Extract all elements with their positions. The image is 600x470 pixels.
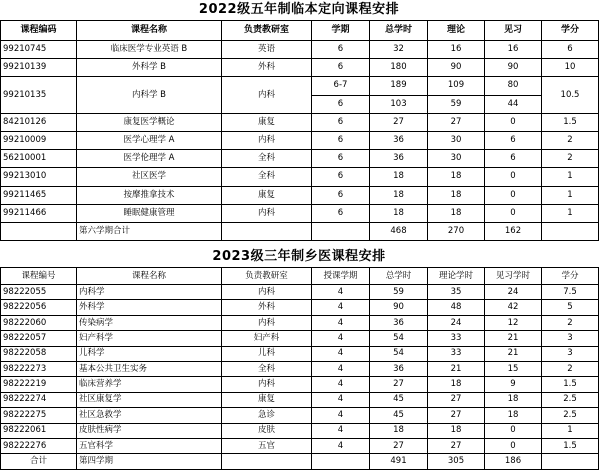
course-code: 98222273: [1, 362, 77, 377]
credit: 1: [542, 423, 599, 438]
credit: 2.5: [542, 408, 599, 423]
practice-hours: 0: [485, 438, 542, 453]
theory-hours: 24: [428, 315, 485, 330]
table-row: [1, 300, 599, 315]
summary-dept: [222, 222, 312, 240]
credit: 3: [542, 331, 599, 346]
term: 4: [312, 377, 370, 392]
course-name: 康复医学概论: [77, 113, 222, 131]
credit: 2: [542, 150, 599, 168]
course-name: 五官科学: [77, 438, 222, 453]
department: 全科: [222, 150, 312, 168]
practice-hours: 44: [485, 95, 542, 113]
table-row: [1, 204, 599, 222]
course-name: 医学心理学 A: [77, 131, 222, 149]
total-hours: 54: [370, 331, 428, 346]
course-name: 外科学: [77, 300, 222, 315]
term: 4: [312, 331, 370, 346]
practice-hours: 80: [485, 77, 542, 95]
course-code: 99211466: [1, 204, 77, 222]
credit: 1.5: [542, 438, 599, 453]
total-hours: 45: [370, 408, 428, 423]
summary-theory: 305: [428, 454, 485, 469]
header-cell: 学分: [542, 21, 599, 41]
term: 6: [312, 41, 370, 59]
table-row: [1, 392, 599, 407]
term: 6: [312, 150, 370, 168]
summary-dept: [222, 454, 312, 469]
table1-header-row: [1, 21, 599, 41]
theory-hours: 48: [428, 300, 485, 315]
course-code: 98222061: [1, 423, 77, 438]
practice-hours: 16: [485, 41, 542, 59]
total-hours: 27: [370, 438, 428, 453]
course-code: 99210135: [1, 77, 77, 113]
total-hours: 32: [370, 41, 428, 59]
header-cell: 课程编号: [1, 268, 77, 285]
summary-row: [1, 454, 599, 469]
summary-term: [312, 454, 370, 469]
summary-credit: [542, 222, 599, 240]
course-name: 医学伦理学 A: [77, 150, 222, 168]
credit: 2: [542, 362, 599, 377]
course-code: 98222056: [1, 300, 77, 315]
table-row: [1, 346, 599, 361]
summary-credit: [542, 454, 599, 469]
department: 康复: [222, 186, 312, 204]
table-row: [1, 113, 599, 131]
practice-hours: 21: [485, 346, 542, 361]
header-cell: 负责教研室: [222, 268, 312, 285]
theory-hours: 16: [428, 41, 485, 59]
course-name: 临床营养学: [77, 377, 222, 392]
practice-hours: 0: [485, 186, 542, 204]
header-cell: 见习: [485, 21, 542, 41]
term: 4: [312, 285, 370, 300]
practice-hours: 0: [485, 113, 542, 131]
table-row: [1, 285, 599, 300]
department: 英语: [222, 41, 312, 59]
table-row: [1, 186, 599, 204]
term: 6: [312, 131, 370, 149]
course-code: 98222060: [1, 315, 77, 330]
course-code: 98222219: [1, 377, 77, 392]
course-name: 外科学 B: [77, 59, 222, 77]
course-code: 98222055: [1, 285, 77, 300]
department: 全科: [222, 168, 312, 186]
practice-hours: 24: [485, 285, 542, 300]
total-hours: 36: [370, 315, 428, 330]
term: 6: [312, 113, 370, 131]
term: 6: [312, 186, 370, 204]
practice-hours: 0: [485, 423, 542, 438]
practice-hours: 0: [485, 168, 542, 186]
course-name: 传染病学: [77, 315, 222, 330]
summary-label: 第六学期合计: [77, 222, 222, 240]
summary-theory: 270: [428, 222, 485, 240]
total-hours: 18: [370, 168, 428, 186]
term: 6: [312, 204, 370, 222]
summary-total: 468: [370, 222, 428, 240]
total-hours: 18: [370, 423, 428, 438]
header-cell: 理论: [428, 21, 485, 41]
summary-practice: 186: [485, 454, 542, 469]
summary-total: 491: [370, 454, 428, 469]
practice-hours: 42: [485, 300, 542, 315]
course-code: 98222058: [1, 346, 77, 361]
course-code: 98222274: [1, 392, 77, 407]
practice-hours: 9: [485, 377, 542, 392]
course-name: 临床医学专业英语 B: [77, 41, 222, 59]
total-hours: 36: [370, 131, 428, 149]
theory-hours: 27: [428, 392, 485, 407]
summary-practice: 162: [485, 222, 542, 240]
course-name: 内科学 B: [77, 77, 222, 113]
total-hours: 103: [370, 95, 428, 113]
total-hours: 189: [370, 77, 428, 95]
credit: 3: [542, 346, 599, 361]
department: 内科: [222, 131, 312, 149]
credit: 2: [542, 131, 599, 149]
department: 康复: [222, 392, 312, 407]
header-cell: 授课学期: [312, 268, 370, 285]
table2: [0, 267, 599, 470]
table-row: [1, 315, 599, 330]
theory-hours: 33: [428, 331, 485, 346]
theory-hours: 18: [428, 168, 485, 186]
header-cell: 总学时: [370, 21, 428, 41]
header-cell: 理论学时: [428, 268, 485, 285]
term: 4: [312, 315, 370, 330]
header-cell: 学期: [312, 21, 370, 41]
credit: 1: [542, 204, 599, 222]
theory-hours: 27: [428, 438, 485, 453]
department: 内科: [222, 377, 312, 392]
department: 妇产科: [222, 331, 312, 346]
department: 儿科: [222, 346, 312, 361]
table1-title: 2022级五年制临本定向课程安排: [198, 2, 400, 17]
table1: [0, 20, 599, 241]
total-hours: 45: [370, 392, 428, 407]
theory-hours: 30: [428, 150, 485, 168]
department: 外科: [222, 59, 312, 77]
practice-hours: 90: [485, 59, 542, 77]
table2-header-row: [1, 268, 599, 285]
summary-label: 合计: [1, 454, 77, 469]
theory-hours: 27: [428, 113, 485, 131]
credit: 10.5: [542, 77, 599, 113]
theory-hours: 59: [428, 95, 485, 113]
course-name: 儿科学: [77, 346, 222, 361]
term: 4: [312, 438, 370, 453]
table-row: [1, 408, 599, 423]
practice-hours: 6: [485, 150, 542, 168]
course-name: 基本公共卫生实务: [77, 362, 222, 377]
credit: 2: [542, 315, 599, 330]
theory-hours: 18: [428, 204, 485, 222]
header-cell: 课程名称: [77, 268, 222, 285]
course-code: 99210139: [1, 59, 77, 77]
course-name: 皮肤性病学: [77, 423, 222, 438]
practice-hours: 12: [485, 315, 542, 330]
summary-term-label: 第四学期: [77, 454, 222, 469]
theory-hours: 109: [428, 77, 485, 95]
practice-hours: 18: [485, 408, 542, 423]
table-row: [1, 59, 599, 77]
course-code: 99213010: [1, 168, 77, 186]
credit: 1: [542, 168, 599, 186]
theory-hours: 33: [428, 346, 485, 361]
course-code: 56210001: [1, 150, 77, 168]
theory-hours: 21: [428, 362, 485, 377]
term: 4: [312, 423, 370, 438]
total-hours: 18: [370, 186, 428, 204]
course-code: 98222057: [1, 331, 77, 346]
term: 6: [312, 59, 370, 77]
table2-title: 2023级三年制乡医课程安排: [212, 249, 386, 265]
total-hours: 36: [370, 150, 428, 168]
header-cell: 见习学时: [485, 268, 542, 285]
header-cell: 总学时: [370, 268, 428, 285]
term: 4: [312, 300, 370, 315]
total-hours: 18: [370, 204, 428, 222]
table-row: [1, 41, 599, 59]
course-name: 按摩推拿技术: [77, 186, 222, 204]
table-row: [1, 438, 599, 453]
credit: 1: [542, 186, 599, 204]
practice-hours: 15: [485, 362, 542, 377]
header-cell: 课程名称: [77, 21, 222, 41]
term: 6: [312, 168, 370, 186]
practice-hours: 18: [485, 392, 542, 407]
header-cell: 课程编码: [1, 21, 77, 41]
total-hours: 27: [370, 113, 428, 131]
table-row: [1, 168, 599, 186]
department: 内科: [222, 77, 312, 113]
credit: 6: [542, 41, 599, 59]
term: 6-7: [312, 77, 370, 95]
term: 4: [312, 408, 370, 423]
course-name: 妇产科学: [77, 331, 222, 346]
theory-hours: 30: [428, 131, 485, 149]
department: 内科: [222, 285, 312, 300]
term: 4: [312, 346, 370, 361]
course-name: 社区急救学: [77, 408, 222, 423]
table-row: [1, 150, 599, 168]
department: 皮肤: [222, 423, 312, 438]
total-hours: 36: [370, 362, 428, 377]
theory-hours: 35: [428, 285, 485, 300]
summary-row: [1, 222, 599, 240]
summary-term: [312, 222, 370, 240]
department: 急诊: [222, 408, 312, 423]
course-code: 99210009: [1, 131, 77, 149]
total-hours: 27: [370, 377, 428, 392]
theory-hours: 27: [428, 408, 485, 423]
table-row: [1, 131, 599, 149]
department: 内科: [222, 315, 312, 330]
practice-hours: 21: [485, 331, 542, 346]
credit: 7.5: [542, 285, 599, 300]
course-name: 社区医学: [77, 168, 222, 186]
term: 6: [312, 95, 370, 113]
department: 全科: [222, 362, 312, 377]
practice-hours: 0: [485, 204, 542, 222]
credit: 10: [542, 59, 599, 77]
header-cell: 学分: [542, 268, 599, 285]
department: 五官: [222, 438, 312, 453]
table-row: [1, 362, 599, 377]
theory-hours: 18: [428, 377, 485, 392]
total-hours: 180: [370, 59, 428, 77]
summary-code: [1, 222, 77, 240]
term: 4: [312, 392, 370, 407]
department: 内科: [222, 204, 312, 222]
theory-hours: 18: [428, 423, 485, 438]
theory-hours: 90: [428, 59, 485, 77]
total-hours: 90: [370, 300, 428, 315]
credit: 1.5: [542, 377, 599, 392]
course-code: 99211465: [1, 186, 77, 204]
term: 4: [312, 362, 370, 377]
table-row: [1, 77, 599, 95]
header-cell: 负责教研室: [222, 21, 312, 41]
table-row: [1, 377, 599, 392]
department: 外科: [222, 300, 312, 315]
credit: 1.5: [542, 113, 599, 131]
total-hours: 54: [370, 346, 428, 361]
table-row: [1, 331, 599, 346]
department: 康复: [222, 113, 312, 131]
practice-hours: 6: [485, 131, 542, 149]
theory-hours: 18: [428, 186, 485, 204]
credit: 2.5: [542, 392, 599, 407]
course-code: 98222275: [1, 408, 77, 423]
course-code: 98222276: [1, 438, 77, 453]
course-code: 99210745: [1, 41, 77, 59]
course-code: 84210126: [1, 113, 77, 131]
course-name: 社区康复学: [77, 392, 222, 407]
course-name: 内科学: [77, 285, 222, 300]
credit: 5: [542, 300, 599, 315]
table-row: [1, 423, 599, 438]
course-name: 睡眠健康管理: [77, 204, 222, 222]
total-hours: 59: [370, 285, 428, 300]
